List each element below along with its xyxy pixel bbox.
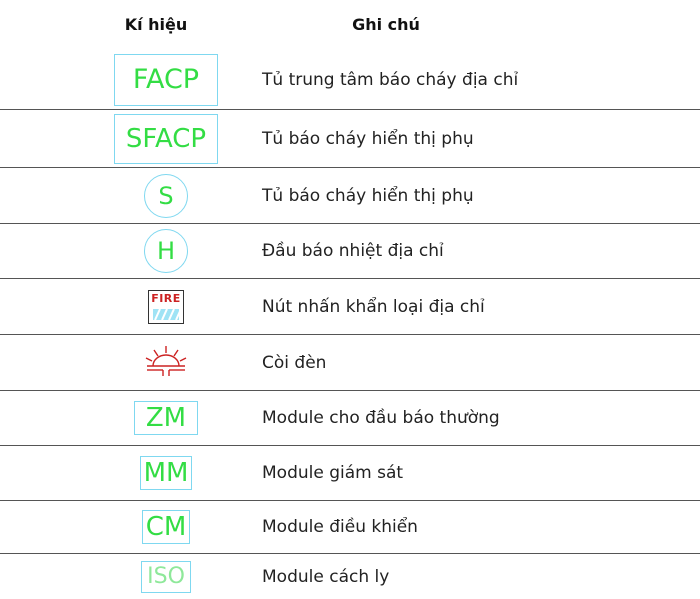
mm-symbol (140, 456, 192, 490)
row-note: Tủ báo cháy hiển thị phụ (262, 128, 474, 149)
row-note: Module giám sát (262, 463, 404, 483)
s-symbol-label: S (144, 174, 188, 218)
facp-symbol (114, 54, 218, 106)
horn-strobe-icon (143, 344, 189, 382)
zm-symbol (134, 401, 198, 435)
table-row (0, 446, 700, 500)
table-row (0, 110, 700, 167)
table-header (0, 0, 700, 50)
symbol-column-header: Kí hiệu (124, 15, 188, 34)
row-note: Nút nhấn khẩn loại địa chỉ (262, 296, 485, 317)
table-row (0, 391, 700, 445)
zm-symbol-label: ZM (134, 401, 198, 435)
mm-symbol-label: MM (140, 456, 192, 490)
h-symbol-label: H (144, 229, 188, 273)
table-row (0, 335, 700, 390)
table-row (0, 168, 700, 223)
fire-alarm-button-icon (148, 290, 184, 324)
fire-button-symbol (148, 290, 184, 324)
heat-detector-symbol (144, 229, 188, 273)
table-row (0, 279, 700, 334)
row-note: Tủ báo cháy hiển thị phụ (262, 185, 474, 206)
row-note: Module điều khiển (262, 517, 418, 537)
row-note: Đầu báo nhiệt địa chỉ (262, 241, 444, 261)
row-note: Module cho đầu báo thường (262, 408, 500, 428)
table-row (0, 554, 700, 599)
sfacp-symbol-label: SFACP (114, 114, 218, 164)
iso-symbol-label: ISO (141, 561, 191, 593)
fire-label: FIRE (151, 291, 181, 305)
cm-symbol-label: CM (142, 510, 190, 544)
facp-symbol-label: FACP (114, 54, 218, 106)
sfacp-symbol (114, 114, 218, 164)
table-row (0, 224, 700, 278)
s-symbol (144, 174, 188, 218)
iso-symbol (141, 561, 191, 593)
row-note: Tủ trung tâm báo cháy địa chỉ (262, 69, 519, 90)
row-note: Còi đèn (262, 352, 327, 373)
table-row (0, 50, 700, 109)
note-column-header: Ghi chú (352, 15, 420, 34)
row-note: Module cách ly (262, 566, 390, 587)
horn-strobe-symbol (143, 344, 189, 382)
glass-hatch-icon (153, 309, 179, 320)
cm-symbol (142, 510, 190, 544)
table-row (0, 501, 700, 553)
